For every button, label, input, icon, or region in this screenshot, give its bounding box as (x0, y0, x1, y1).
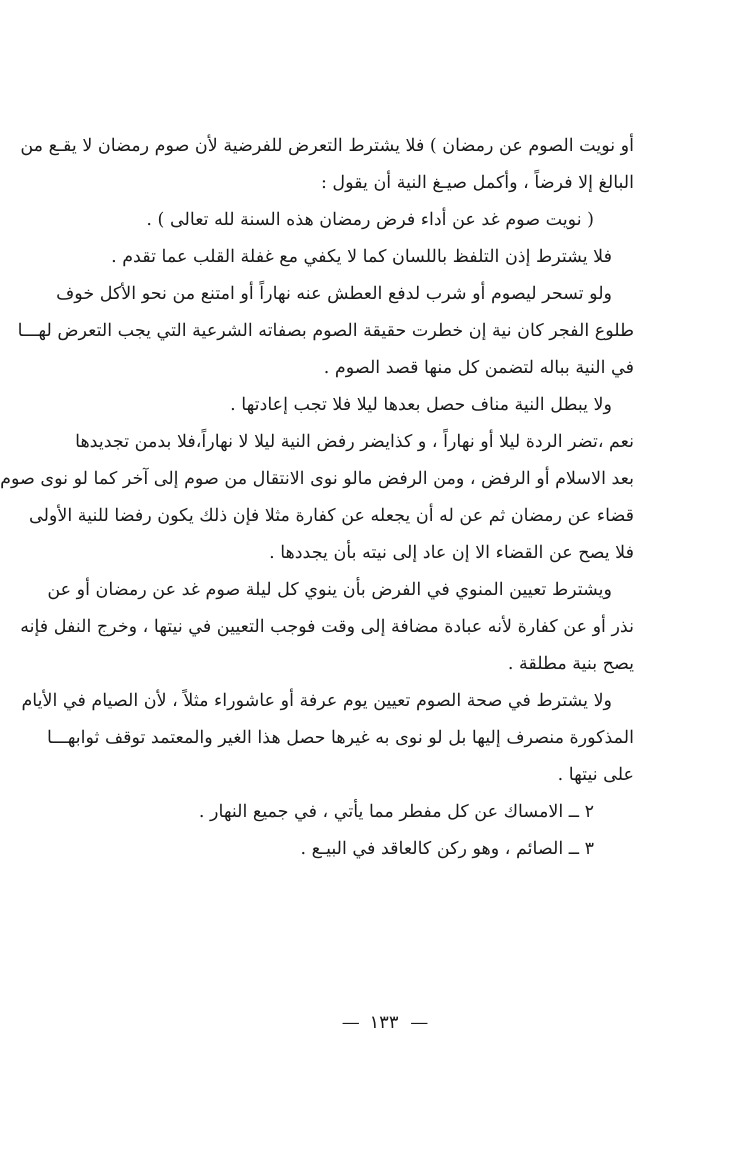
page-number: ١٣٣ (369, 1012, 399, 1033)
text-line: في النية بباله لتضمن كل منها قصد الصوم . (323, 358, 634, 378)
text-line: نذر أو عن كفارة لأنه عبادة مضافة إلى وقت فوجب التعيين في نيتها ، وخرج النفل فإنه (20, 617, 634, 637)
page-text (0, 128, 634, 868)
text-line: البالغ إلا فرضاً ، وأكمل صيـغ النية أن يقول : (320, 173, 634, 193)
text-line: ولا يشترط في صحة الصوم تعيين يوم عرفة أو عاشوراء مثلاً ، لأن الصيام في الأيام (21, 691, 612, 711)
footer-dash-right: — (410, 1012, 427, 1033)
footer-dash-left: — (341, 1012, 358, 1033)
list-item: ٢ ــ الامساك عن كل مفطر مما يأتي ، في جميع النهار . (198, 802, 594, 822)
text-line: ويشترط تعيين المنوي في الفرض بأن ينوي كل ليلة صوم غد عن رمضان أو عن (47, 580, 612, 600)
text-line: بعد الاسلام أو الرفض ، ومن الرفض مالو نوى الانتقال من صوم إلى آخر كما لو نوى صوم (0, 469, 634, 489)
list-item: ٣ ــ الصائم ، وهو ركن كالعاقد في البيـع . (300, 839, 594, 859)
page-footer (16, 1012, 752, 1033)
text-line: نعم ،تضر الردة ليلا أو نهاراً ، و كذايضر رفض النية ليلا لا نهاراً،فلا بدمن تجديدها (75, 432, 634, 452)
text-line: فلا يشترط إذن التلفظ باللسان كما لا يكفي مع غفلة القلب عما تقدم . (111, 247, 612, 267)
text-line: على نيتها . (557, 765, 634, 785)
text-line: قضاء عن رمضان ثم عن له أن يجعله عن كفارة مثلا فإن ذلك يكون رفضا للنية الأولى (29, 506, 634, 526)
text-line: المذكورة منصرف إليها بل لو نوى به غيرها حصل هذا الغير والمعتمد توقف ثوابهـــا (46, 728, 634, 748)
text-line: طلوع الفجر كان نية إن خطرت حقيقة الصوم بصفاته الشرعية التي يجب التعرض لهـــا (17, 321, 634, 341)
text-line: يصح بنية مطلقة . (507, 654, 634, 674)
text-line: ( نويت صوم غد عن أداء فرض رمضان هذه السنة لله تعالى ) . (146, 210, 594, 230)
text-line: ولو تسحر ليصوم أو شرب لدفع العطش عنه نهاراً أو امتنع من نحو الأكل خوف (56, 284, 612, 304)
text-line: فلا يصح عن القضاء الا إن عاد إلى نيته بأن يجددها . (269, 543, 634, 563)
text-line: أو نويت الصوم عن رمضان ) فلا يشترط التعرض للفرضية لأن صوم رمضان لا يقـع من (20, 136, 634, 156)
text-line: ولا يبطل النية مناف حصل بعدها ليلا فلا تجب إعادتها . (230, 395, 612, 415)
